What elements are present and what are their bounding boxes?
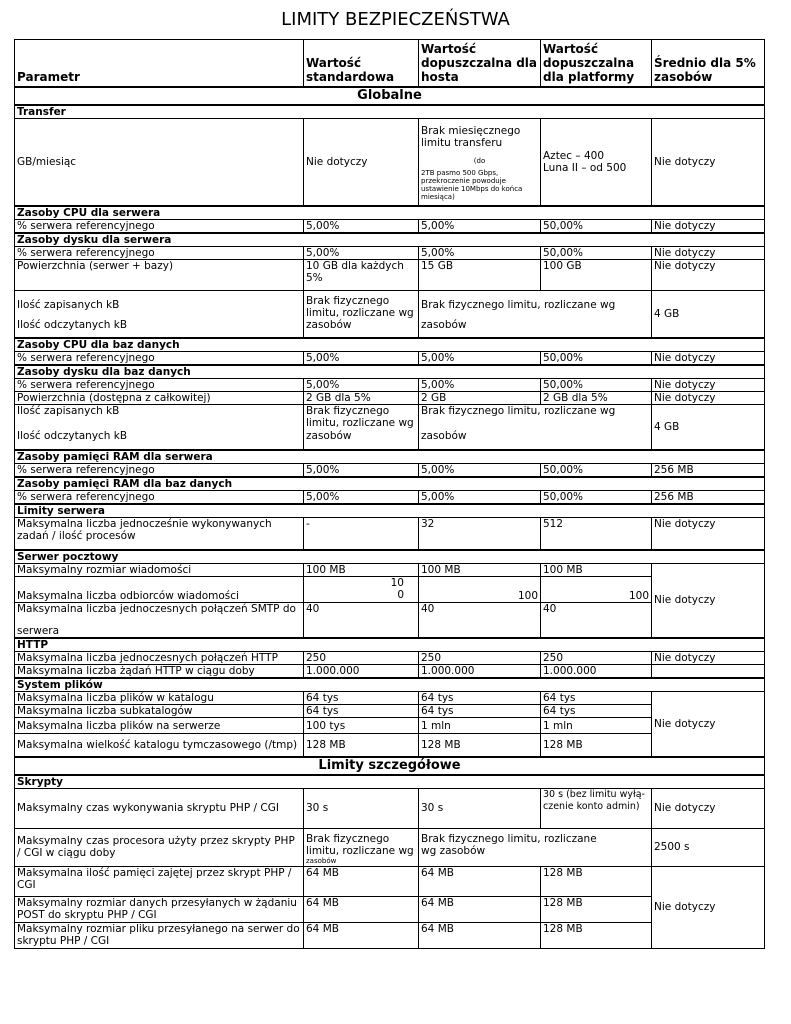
cell-std: 10 GB dla każdych 5% — [304, 260, 419, 291]
header-platform: Wartość dopuszczalna dla platformy — [541, 40, 652, 87]
smtp-param-line1: Maksymalna liczba jednoczesnych połączeń SMTP do — [17, 602, 296, 615]
cell-platform: 512 — [541, 518, 652, 550]
cell-host: 5,00% — [419, 491, 541, 505]
cell-std: 100 MB — [304, 563, 419, 576]
cell-param: Maksymalny rozmiar pliku przesyłanego na serwer do skryptu PHP / CGI — [15, 922, 304, 948]
cell-std: 5,00% — [304, 220, 419, 234]
cell-std: 64 MB — [304, 896, 419, 922]
group-scripts: Skrypty — [15, 775, 765, 789]
table-row — [15, 291, 765, 319]
cell-platform: 128 MB — [541, 896, 652, 922]
group-ram-db: Zasoby pamięci RAM dla baz danych — [15, 477, 765, 491]
cell-std: 5,00% — [304, 351, 419, 365]
cpu-std-text: Brak fizycznego limitu, rozliczane wg — [306, 832, 414, 857]
cell-host: 30 s — [419, 788, 541, 828]
cell-param: Powierzchnia (dostępna z całkowitej) — [15, 391, 304, 404]
table-row — [15, 518, 765, 550]
cell-avg: Nie dotyczy — [652, 518, 765, 550]
cell-platform: 250 — [541, 652, 652, 665]
group-fs: System plików — [15, 678, 765, 692]
group-ram-server: Zasoby pamięci RAM dla serwera — [15, 450, 765, 464]
cell-host: 5,00% — [419, 351, 541, 365]
cell-param: Maksymalna liczba żądań HTTP w ciągu doby — [15, 665, 304, 679]
cell-host: 64 tys — [419, 705, 541, 718]
cell-avg: Nie dotyczy — [652, 220, 765, 234]
cell-std: 40 — [304, 602, 419, 638]
cell-param: Maksymalna wielkość katalogu tymczasowego (/tmp) — [15, 734, 304, 757]
group-disk-db: Zasoby dysku dla baz danych — [15, 365, 765, 379]
cell-platform: 1 mln — [541, 718, 652, 734]
cell-avg: Nie dotyczy — [652, 563, 765, 638]
cell-param: Maksymalna liczba odbiorców wiadomości — [15, 576, 304, 602]
cell-std: zasobów — [304, 430, 419, 450]
table-row — [15, 866, 765, 896]
cell-host-platform: zasobów — [419, 430, 652, 450]
group-row — [15, 775, 765, 789]
cell-platform: 2 GB dla 5% — [541, 391, 652, 404]
cell-param: Maksymalna liczba subkatalogów — [15, 705, 304, 718]
cell-avg: Nie dotyczy — [652, 391, 765, 404]
cell-std: 30 s — [304, 788, 419, 828]
group-server-limits: Limity serwera — [15, 504, 765, 518]
cell-std: 64 MB — [304, 922, 419, 948]
cell-avg: 4 GB — [652, 404, 765, 450]
cell-std: Brak fizycznego limitu, rozliczane wg — [304, 404, 419, 430]
cell-std: 5,00% — [304, 464, 419, 478]
cell-avg: Nie dotyczy — [652, 247, 765, 260]
section-row — [15, 757, 765, 775]
cell-std: 64 tys — [304, 692, 419, 705]
table-row — [15, 260, 765, 291]
cell-param: Ilość zapisanych kB — [15, 404, 304, 430]
page-title: LIMITY BEZPIECZEŃSTWA — [281, 9, 510, 30]
cell-platform: 100 GB — [541, 260, 652, 291]
cell-platform: 128 MB — [541, 922, 652, 948]
section-row — [15, 87, 765, 105]
group-transfer: Transfer — [15, 105, 765, 119]
cell-param: % serwera referencyjnego — [15, 378, 304, 391]
cell-host: 64 MB — [419, 866, 541, 896]
transfer-host-note: 2TB pasmo 500 Gbps, przekroczenie powoduje ustawienie 10Mbps do końca miesiąca) — [421, 168, 523, 201]
cell-std: 128 MB — [304, 734, 419, 757]
cell-param: Ilość odczytanych kB — [15, 430, 304, 450]
cell-avg: 4 GB — [652, 291, 765, 338]
cell-host: 64 tys — [419, 692, 541, 705]
cell-platform: 50,00% — [541, 378, 652, 391]
cell-param: Maksymalny rozmiar wiadomości — [15, 563, 304, 576]
group-row — [15, 504, 765, 518]
cell-std: Brak fizycznego limitu, rozliczane wg — [304, 291, 419, 319]
cell-param: % serwera referencyjnego — [15, 247, 304, 260]
group-row — [15, 105, 765, 119]
cell-param: % serwera referencyjnego — [15, 491, 304, 505]
group-cpu-server: Zasoby CPU dla serwera — [15, 206, 765, 220]
cell-platform: 64 tys — [541, 705, 652, 718]
table-row — [15, 404, 765, 430]
cell-platform: 128 MB — [541, 734, 652, 757]
cell-param — [15, 602, 304, 638]
smtp-param-line2: serwera — [17, 624, 60, 637]
cell-param: Maksymalny czas procesora użyty przez skrypty PHP / CGI w ciągu doby — [15, 828, 304, 866]
cell-avg: Nie dotyczy — [652, 692, 765, 757]
cell-avg: Nie dotyczy — [652, 788, 765, 828]
cell-param: Maksymalna liczba jednocześnie wykonywanych zadań / ilość procesów — [15, 518, 304, 550]
cell-host: 5,00% — [419, 220, 541, 234]
cell-host: 15 GB — [419, 260, 541, 291]
cell-std — [304, 828, 419, 866]
cell-param: GB/miesiąc — [15, 118, 304, 206]
cell-platform: 100 MB — [541, 563, 652, 576]
cell-std: 5,00% — [304, 491, 419, 505]
table-row — [15, 378, 765, 391]
cell-avg: Nie dotyczy — [652, 866, 765, 948]
table-row — [15, 788, 765, 828]
cell-std: 100 tys — [304, 718, 419, 734]
table-row — [15, 828, 765, 866]
cell-avg: Nie dotyczy — [652, 351, 765, 365]
cell-std: 5,00% — [304, 247, 419, 260]
table-row — [15, 351, 765, 365]
cell-param: Maksymalna liczba plików w katalogu — [15, 692, 304, 705]
cell-param: Ilość zapisanych kB — [15, 291, 304, 319]
cell-host-platform: Brak fizycznego limitu, rozliczane wg — [419, 291, 652, 319]
cell-host-platform: zasobów — [419, 319, 652, 338]
cell-host: 5,00% — [419, 378, 541, 391]
group-disk-server: Zasoby dysku dla serwera — [15, 233, 765, 247]
cell-host: 100 MB — [419, 563, 541, 576]
cell-host: 5,00% — [419, 464, 541, 478]
header-host: Wartość dopuszczalna dla hosta — [419, 40, 541, 87]
cell-host — [419, 118, 541, 206]
cell-avg: 2500 s — [652, 828, 765, 866]
cell-param: Maksymalna liczba jednoczesnych połączeń HTTP — [15, 652, 304, 665]
cell-param: % serwera referencyjnego — [15, 220, 304, 234]
cell-platform: 128 MB — [541, 866, 652, 896]
cell-host: 1.000.000 — [419, 665, 541, 679]
cell-param: % serwera referencyjnego — [15, 351, 304, 365]
section-global: Globalne — [15, 87, 765, 105]
table-header-row — [15, 40, 765, 87]
cell-std: 250 — [304, 652, 419, 665]
cell-host: 5,00% — [419, 247, 541, 260]
limits-table — [14, 39, 765, 949]
cell-host-platform: Brak fizycznego limitu, rozliczane wg zasobów — [419, 828, 652, 866]
cell-std: 2 GB dla 5% — [304, 391, 419, 404]
header-param: Parametr — [15, 40, 304, 87]
cell-avg: Nie dotyczy — [652, 260, 765, 291]
cell-host: 1 mln — [419, 718, 541, 734]
section-detail: Limity szczegółowe — [15, 757, 765, 775]
cell-platform: 50,00% — [541, 247, 652, 260]
header-std: Wartość standardowa — [304, 40, 419, 87]
cell-avg — [652, 665, 765, 679]
cell-std: 1.000.000 — [304, 665, 419, 679]
cell-host: 64 MB — [419, 896, 541, 922]
table-row — [15, 220, 765, 234]
cell-param: Maksymalna ilość pamięci zajętej przez skrypt PHP / CGI — [15, 866, 304, 896]
table-row — [15, 563, 765, 576]
cell-host: 100 — [419, 576, 541, 602]
cell-std: 64 MB — [304, 866, 419, 896]
table-row — [15, 665, 765, 679]
cell-host: 40 — [419, 602, 541, 638]
table-row — [15, 391, 765, 404]
cell-param: Powierzchnia (serwer + bazy) — [15, 260, 304, 291]
cell-param: Maksymalny rozmiar danych przesyłanych w żądaniu POST do skryptu PHP / CGI — [15, 896, 304, 922]
cell-host: 64 MB — [419, 922, 541, 948]
cell-host-platform: Brak fizycznego limitu, rozliczane wg — [419, 404, 652, 430]
cell-platform: 50,00% — [541, 464, 652, 478]
cell-std: Nie dotyczy — [304, 118, 419, 206]
cell-platform: 1.000.000 — [541, 665, 652, 679]
table-row — [15, 652, 765, 665]
cell-host: 32 — [419, 518, 541, 550]
group-row — [15, 233, 765, 247]
cell-host: 2 GB — [419, 391, 541, 404]
cell-avg: Nie dotyczy — [652, 652, 765, 665]
table-row — [15, 692, 765, 705]
cell-std: zasobów — [304, 319, 419, 338]
group-mail: Serwer pocztowy — [15, 550, 765, 564]
cell-avg: Nie dotyczy — [652, 118, 765, 206]
cell-param: % serwera referencyjnego — [15, 464, 304, 478]
table-row — [15, 118, 765, 206]
cell-platform: 50,00% — [541, 351, 652, 365]
cell-std: 64 tys — [304, 705, 419, 718]
group-http: HTTP — [15, 638, 765, 652]
cell-platform: 40 — [541, 602, 652, 638]
group-row — [15, 338, 765, 352]
group-cpu-db: Zasoby CPU dla baz danych — [15, 338, 765, 352]
cell-param: Maksymalna liczba plików na serwerze — [15, 718, 304, 734]
group-row — [15, 206, 765, 220]
cell-platform: 100 — [541, 576, 652, 602]
table-row — [15, 247, 765, 260]
group-row — [15, 638, 765, 652]
header-avg: Średnio dla 5% zasobów — [652, 40, 765, 87]
cell-platform: 50,00% — [541, 220, 652, 234]
cell-param: Maksymalny czas wykonywania skryptu PHP / CGI — [15, 788, 304, 828]
group-row — [15, 365, 765, 379]
group-row — [15, 477, 765, 491]
cell-avg: 256 MB — [652, 464, 765, 478]
transfer-host-do: (do — [473, 156, 486, 165]
table-row — [15, 464, 765, 478]
cell-std: 10 0 — [304, 576, 419, 602]
cell-platform: 64 tys — [541, 692, 652, 705]
group-row — [15, 450, 765, 464]
cell-avg: 256 MB — [652, 491, 765, 505]
cell-std: - — [304, 518, 419, 550]
cell-platform: Aztec – 400 Luna II – od 500 — [541, 118, 652, 206]
transfer-host-main: Brak miesięcznego limitu transferu — [421, 124, 521, 149]
group-row — [15, 550, 765, 564]
cell-host: 128 MB — [419, 734, 541, 757]
cell-host: 250 — [419, 652, 541, 665]
cell-platform: 50,00% — [541, 491, 652, 505]
cell-platform: 30 s (bez limitu wyłą-czenie konto admin) — [541, 788, 652, 828]
cell-std: 5,00% — [304, 378, 419, 391]
cell-param: Ilość odczytanych kB — [15, 319, 304, 338]
cell-avg: Nie dotyczy — [652, 378, 765, 391]
table-row — [15, 491, 765, 505]
cpu-std-note: zasobów — [306, 856, 337, 865]
group-row — [15, 678, 765, 692]
